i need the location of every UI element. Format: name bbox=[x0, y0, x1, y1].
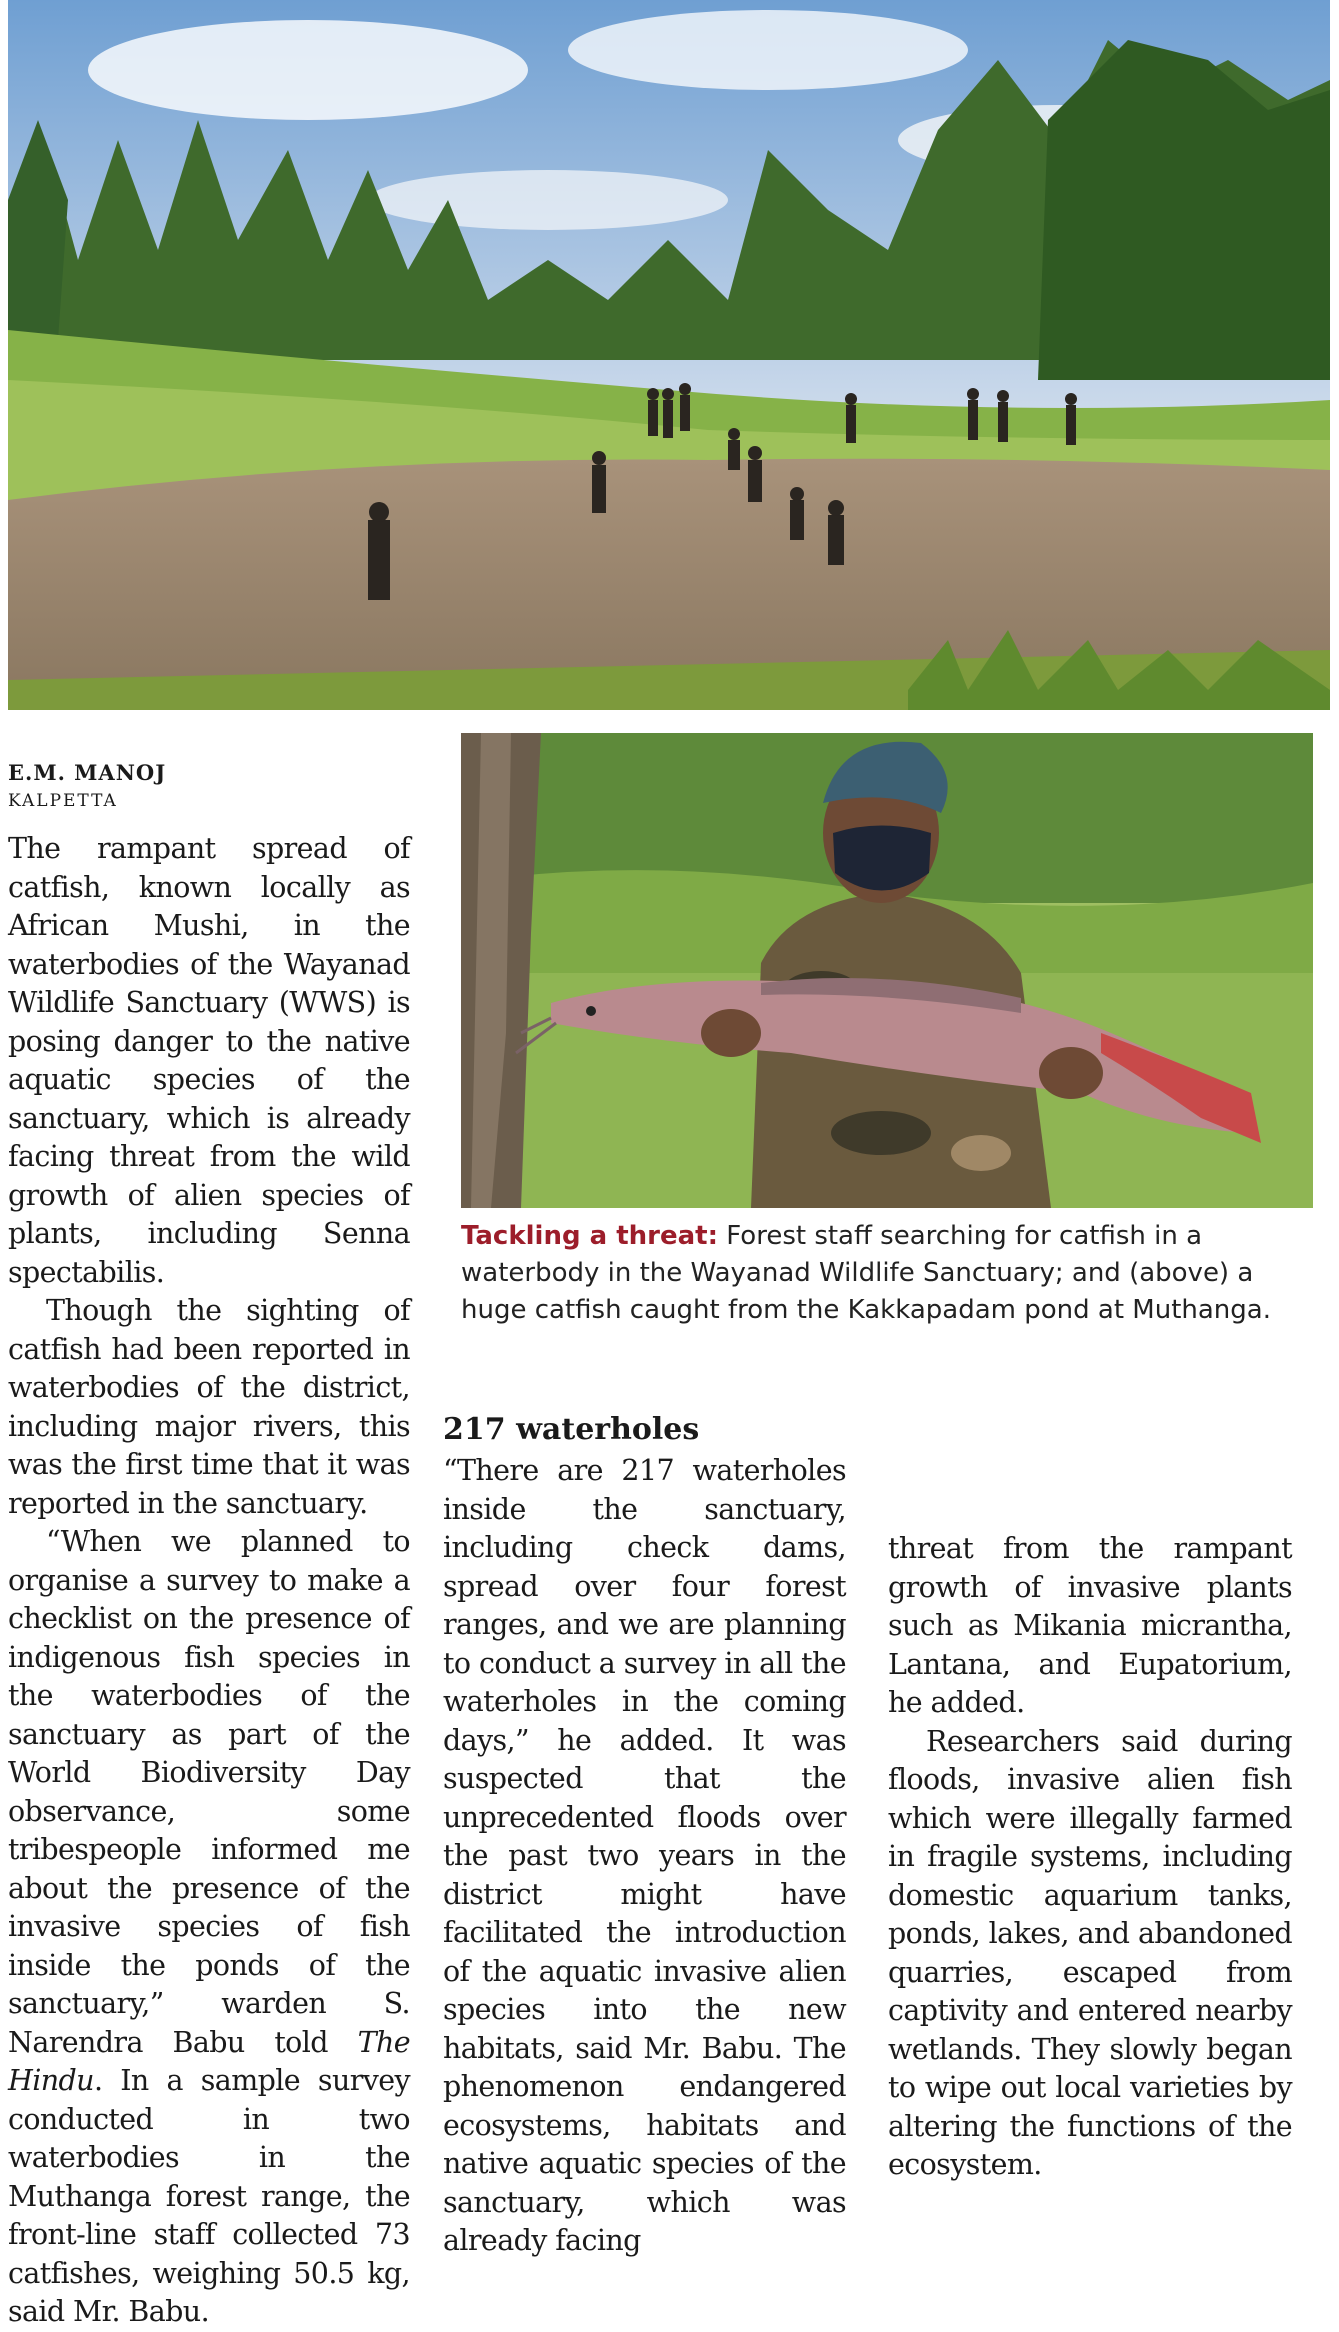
caption-text: Forest staff searching for catfish in a waterbody in the Wayanad Wildlife Sanctuary; and (above) a huge catfish caught from the Kakkapadam pond at Muthanga. bbox=[461, 1221, 1271, 1325]
byline bbox=[8, 760, 166, 811]
paragraph-3-part-b: . In a sample survey conducted in two waterbodies in the Muthanga forest range, the front-line staff collected 73 catfishes, weighing 50.5 kg, said Mr. Babu. bbox=[8, 2064, 410, 2328]
paragraph-3-part-a: “When we planned to organise a survey to make a checklist on the presence of indigenous fish species in the waterbodies of the sanctuary as part of the World Biodiversity Day observance, some tribespeople informed me about the presence of the invasive species of fish inside the ponds of the sanctuary,” warden S. Narendra Babu told bbox=[8, 1525, 410, 2059]
dateline-place: KALPETTA bbox=[8, 791, 118, 811]
newspaper-name: The Hindu bbox=[8, 2025, 410, 2097]
author-name: E.M. MANOJ bbox=[8, 760, 167, 785]
catfish-photo bbox=[461, 733, 1313, 1208]
paragraph-5: threat from the rampant growth of invasive plants such as Mikania micrantha, Lantana, and Eupatorium, he added. bbox=[888, 1532, 1292, 1719]
article-column-2 bbox=[443, 1452, 846, 2257]
article-column-1 bbox=[8, 830, 410, 2328]
pond-scene-image bbox=[8, 0, 1330, 710]
paragraph-6: Researchers said during floods, invasive alien fish which were illegally farmed in fragile systems, including domestic aquarium tanks, ponds, lakes, and abandoned quarries, escaped from captivity and entered nearby wetlands. They slowly began to wipe out local varieties by altering the functions of the ecosystem. bbox=[888, 1724, 1292, 2181]
photo-caption bbox=[461, 1218, 1321, 1329]
paragraph-3 bbox=[8, 1523, 410, 2332]
paragraph-2: Though the sighting of catfish had been reported in waterbodies of the district, including major rivers, this was the first time that it was reported in the sanctuary. bbox=[8, 1294, 410, 1520]
catfish-scene-image bbox=[461, 733, 1313, 1208]
caption-lead: Tackling a threat: bbox=[461, 1221, 718, 1251]
paragraph-4: “There are 217 waterholes inside the sanctuary, including check dams, spread over four forest ranges, and we are planning to conduct a survey in all the waterholes in the coming days,” he added. It was suspected that the unprecedented floods over the past two years in the district might have facilitated the introduction of the aquatic invasive alien species into the new habitats, said Mr. Babu. The phenomenon endangered ecosystems, habitats and native aquatic species of the sanctuary, which was already facing bbox=[443, 1454, 846, 2257]
pond-photo bbox=[8, 0, 1330, 710]
subhead-217-waterholes: 217 waterholes bbox=[443, 1412, 700, 1447]
article-column-3 bbox=[888, 1530, 1292, 2250]
paragraph-1: The rampant spread of catfish, known locally as African Mushi, in the waterbodies of the Wayanad Wildlife Sanctuary (WWS) is posing danger to the native aquatic species of the sanctuary, which is already facing threat from the wild growth of alien species of plants, including Senna spectabilis. bbox=[8, 832, 410, 1289]
